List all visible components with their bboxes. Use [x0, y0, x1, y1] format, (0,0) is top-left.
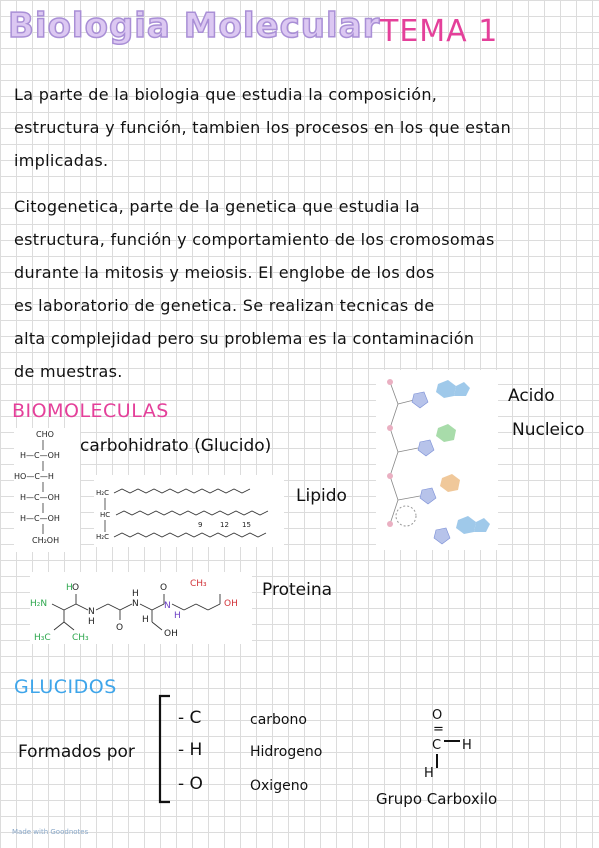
- protein-atom: H: [132, 589, 139, 599]
- lipid-group: HC: [100, 511, 111, 519]
- protein-atom: O: [72, 583, 80, 593]
- sugar-rings: [412, 392, 450, 544]
- paragraph-line: es laboratorio de genetica. Se realizan tecnicas de: [14, 296, 435, 315]
- carboxilo-structure: [418, 708, 488, 788]
- protein-diagram: [30, 572, 252, 644]
- lipido-label: Lipido: [296, 486, 347, 506]
- highlight-circle: [396, 506, 416, 526]
- element-symbol: O: [189, 774, 203, 794]
- paragraph-line: implicadas.: [14, 151, 109, 170]
- protein-atom: H: [88, 617, 95, 627]
- element-name: carbono: [250, 712, 307, 728]
- carboxilo-atom: O: [432, 708, 443, 723]
- grupo-carboxilo-label: Grupo Carboxilo: [376, 790, 498, 808]
- protein-atom: N: [164, 601, 171, 611]
- paragraph-line: alta complejidad pero su problema es la contaminación: [14, 329, 475, 348]
- phosphate-groups: [387, 379, 393, 527]
- element-item-oxigeno: [178, 774, 203, 794]
- nucleobases: [436, 380, 490, 534]
- element-item-hidrogeno: [178, 740, 202, 760]
- paragraph-line: La parte de la biologia que estudia la composición,: [14, 85, 438, 104]
- biomoleculas-heading: BIOMOLECULAS: [12, 400, 169, 422]
- lipid-group: H₂C: [96, 489, 109, 497]
- protein-atom: O: [160, 583, 168, 593]
- paragraph-line: Citogenetica, parte de la genetica que estudia la: [14, 197, 420, 216]
- dash: -: [178, 740, 190, 760]
- dash: -: [178, 708, 190, 728]
- carboxilo-atom: H: [424, 766, 434, 781]
- carboxilo-bond: [444, 740, 460, 742]
- protein-atom: O: [116, 623, 124, 633]
- carboxilo-atom: H: [462, 738, 472, 753]
- glucose-atom: H—C—OH: [20, 451, 60, 460]
- tema-label: TEMA 1: [380, 14, 499, 49]
- protein-atom: H₃C: [34, 633, 51, 643]
- lipid-number: 9: [198, 521, 203, 529]
- protein-atom: OH: [164, 629, 178, 639]
- element-item-carbono: [178, 708, 201, 728]
- nucleico-label: Nucleico: [512, 420, 585, 440]
- goodnotes-watermark: Made with Goodnotes: [12, 828, 89, 836]
- carbohidrato-label: carbohidrato (Glucido): [80, 436, 272, 456]
- glucose-atom: H—C—OH: [20, 514, 60, 523]
- acido-label: Acido: [508, 386, 555, 406]
- glucose-atom: HO—C—H: [14, 472, 54, 481]
- carboxilo-bond: [436, 754, 438, 768]
- element-symbol: C: [189, 708, 202, 728]
- intro-paragraph: [14, 78, 511, 177]
- element-name: Hidrogeno: [250, 744, 323, 760]
- lipid-structure: [94, 475, 284, 547]
- element-name: Oxigeno: [250, 778, 309, 794]
- protein-structure: [30, 572, 252, 644]
- protein-atom: CH₃: [190, 579, 207, 589]
- nucleic-acid-diagram: [376, 370, 498, 550]
- glucidos-heading: GLUCIDOS: [14, 676, 117, 698]
- paragraph-line: estructura y función, tambien los procesos en los que estan: [14, 118, 512, 137]
- proteina-label: Proteina: [262, 580, 333, 600]
- protein-atom: H: [174, 611, 181, 621]
- glucose-atom: H—C—OH: [20, 493, 60, 502]
- page-title: Biologia Molecular: [8, 6, 381, 46]
- glucose-structure: [14, 428, 80, 552]
- dash: -: [178, 774, 190, 794]
- paragraph-line: durante la mitosis y meiosis. El englobe de los dos: [14, 263, 435, 282]
- lipid-chains: [105, 489, 268, 537]
- formados-por-label: Formados por: [18, 742, 135, 762]
- protein-atom: CH₃: [72, 633, 89, 643]
- glucose-atom: CH₂OH: [32, 536, 60, 545]
- protein-atom: OH: [224, 599, 238, 609]
- protein-atom: N: [132, 599, 139, 609]
- glucose-diagram: [14, 428, 80, 552]
- paragraph-line: de muestras.: [14, 362, 123, 381]
- glucose-atom: CHO: [36, 430, 54, 439]
- lipid-diagram: [94, 475, 284, 547]
- protein-atom: H: [66, 583, 73, 593]
- nucleic-acid-structure: [376, 370, 498, 550]
- element-symbol: H: [189, 740, 203, 760]
- lipid-number: 12: [220, 521, 229, 529]
- lipid-group: H₂C: [96, 533, 109, 541]
- protein-atom: H: [142, 615, 149, 625]
- lipid-number: 15: [242, 521, 251, 529]
- protein-atom: H₂N: [30, 599, 48, 609]
- carboxilo-atom: =: [433, 722, 444, 737]
- bracket: [156, 694, 172, 806]
- paragraph-line: estructura, función y comportamiento de los cromosomas: [14, 230, 495, 249]
- protein-atom: N: [88, 607, 95, 617]
- citogenetica-paragraph: [14, 190, 495, 388]
- carboxilo-atom: C: [432, 738, 442, 753]
